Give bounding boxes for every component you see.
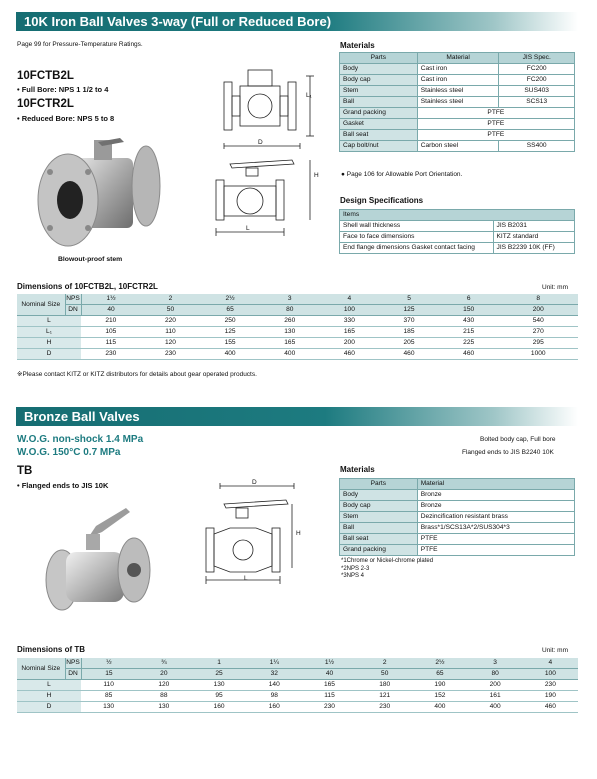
dimension-value: 130: [136, 702, 191, 713]
part-spec: SS400: [499, 141, 575, 152]
part-name: Grand packing: [340, 545, 418, 556]
dn-cell: 150: [439, 305, 499, 316]
dimension-value: 155: [200, 338, 260, 349]
dimension-value: 161: [468, 691, 523, 702]
dimension-value: 115: [81, 338, 141, 349]
dimension-value: 295: [498, 338, 578, 349]
section1-banner: 10K Iron Ball Valves 3-way (Full or Reduced Bore): [16, 12, 578, 31]
materials-row: [340, 141, 575, 152]
dn-cell: 80: [260, 305, 320, 316]
design-row: [340, 232, 575, 243]
dimension-value: 540: [498, 316, 578, 327]
dimension-value: 160: [247, 702, 302, 713]
materials-header-row: [340, 53, 575, 64]
materials-row: [340, 97, 575, 108]
dimension-value: 220: [141, 316, 201, 327]
dim-h-label: H: [314, 172, 319, 179]
tb-dimensions-table: [17, 658, 578, 713]
part-name: Ball: [340, 523, 418, 534]
nps-cell: 2½: [412, 658, 467, 669]
dimension-value: 180: [357, 680, 412, 691]
dimension-value: 270: [498, 327, 578, 338]
dimension-value: 85: [81, 691, 136, 702]
part-material: Bronze: [417, 501, 574, 512]
dimension-value: 430: [439, 316, 499, 327]
dn-cell: 20: [136, 669, 191, 680]
nominal-size-label: Nominal Size: [17, 658, 65, 680]
dimension-value: 230: [81, 349, 141, 360]
bronze-valve-photo: [40, 498, 160, 618]
dimension-label: D: [17, 349, 81, 360]
dimension-value: 225: [439, 338, 499, 349]
nps-cell: 4: [523, 658, 578, 669]
dimension-value: 120: [141, 338, 201, 349]
dn-cell: 65: [412, 669, 467, 680]
materials-row: [340, 75, 575, 86]
dimension-value: 230: [357, 702, 412, 713]
tb-dimensions-title: Dimensions of TB: [17, 645, 86, 654]
dimension-value: 200: [320, 338, 380, 349]
part-material: PTFE: [417, 545, 574, 556]
materials-row: [340, 64, 575, 75]
part-material: PTFE: [417, 119, 574, 130]
dn-cell: 50: [141, 305, 201, 316]
part-material: PTFE: [417, 534, 574, 545]
materials-row: [340, 523, 575, 534]
dimension-value: 160: [191, 702, 246, 713]
dimension-value: 400: [468, 702, 523, 713]
dn-label: DN: [65, 305, 81, 316]
dimension-value: 230: [141, 349, 201, 360]
dim-l-label: L: [246, 225, 250, 232]
dimension-value: 460: [523, 702, 578, 713]
dimension-value: 165: [260, 338, 320, 349]
materials-row: [340, 490, 575, 501]
tb-dim-l-label: L: [244, 575, 248, 582]
dn-cell: 15: [81, 669, 136, 680]
part-material: Stainless steel: [417, 86, 499, 97]
part-name: Ball: [340, 97, 418, 108]
dimension-value: 165: [320, 327, 380, 338]
dimension-row: [17, 691, 578, 702]
dimension-value: 140: [247, 680, 302, 691]
tb-materials-table: [339, 478, 575, 556]
dimension-label: H: [17, 691, 81, 702]
dimension-value: 460: [439, 349, 499, 360]
design-value: KITZ standard: [493, 232, 574, 243]
flanged-ends-bullet: • Flanged ends to JIS 10K: [17, 481, 109, 490]
dimension-value: 1000: [498, 349, 578, 360]
dimension-label: L: [17, 680, 81, 691]
dimension-value: 121: [357, 691, 412, 702]
design-value: JIS B2239 10K (FF): [493, 243, 574, 254]
design-item: Shell wall thickness: [340, 221, 494, 232]
material-note: *3NPS 4: [341, 573, 365, 579]
part-name: Body: [340, 64, 418, 75]
part-material: Cast iron: [417, 64, 499, 75]
dimension-value: 400: [412, 702, 467, 713]
dimension-value: 165: [302, 680, 357, 691]
tb-dim-d-label: D: [252, 479, 257, 486]
nps-cell: 1½: [81, 294, 141, 305]
dimension-value: 230: [302, 702, 357, 713]
design-spec-title: Design Specifications: [340, 196, 424, 205]
part-name: Body cap: [340, 75, 418, 86]
materials-row: [340, 108, 575, 119]
full-bore-note: • Full Bore: NPS 1 1/2 to 4: [17, 85, 109, 94]
dimension-value: 98: [247, 691, 302, 702]
dimension-row: [17, 316, 578, 327]
header-material: Material: [417, 479, 574, 490]
nps-cell: 3: [468, 658, 523, 669]
dimension-value: 460: [379, 349, 439, 360]
dimension-label: L: [17, 316, 81, 327]
part-material: Brass*1/SCS13A*2/SUS304*3: [417, 523, 574, 534]
design-row: [340, 243, 575, 254]
nps-cell: 2: [141, 294, 201, 305]
design-header-items: Items: [340, 210, 575, 221]
dn-cell: 100: [320, 305, 380, 316]
part-name: Grand packing: [340, 108, 418, 119]
dimension-value: 250: [200, 316, 260, 327]
dimension-value: 125: [200, 327, 260, 338]
model-tb: TB: [17, 465, 33, 477]
dn-cell: 100: [523, 669, 578, 680]
materials-row: [340, 512, 575, 523]
model-10fctr2l: 10FCTR2L: [17, 98, 74, 110]
dn-cell: 25: [191, 669, 246, 680]
dimension-value: 190: [523, 691, 578, 702]
dimension-value: 230: [523, 680, 578, 691]
dn-cell: 40: [302, 669, 357, 680]
dim-d-label: D: [258, 139, 263, 146]
valve-front-drawing: [200, 140, 320, 240]
design-value: JIS B2031: [493, 221, 574, 232]
dimension-value: 185: [379, 327, 439, 338]
dimension-row: [17, 349, 578, 360]
dn-cell: 50: [357, 669, 412, 680]
material-note: *1Chrome or Nickel-chrome plated: [341, 558, 434, 564]
nominal-size-label: Nominal Size: [17, 294, 65, 316]
part-name: Body: [340, 490, 418, 501]
dimension-value: 105: [81, 327, 141, 338]
dimension-value: 460: [320, 349, 380, 360]
nps-cell: 1¼: [247, 658, 302, 669]
part-spec: FC200: [499, 75, 575, 86]
design-item: Face to face dimensions: [340, 232, 494, 243]
part-name: Body cap: [340, 501, 418, 512]
nps-cell: 2½: [200, 294, 260, 305]
nps-cell: 5: [379, 294, 439, 305]
reduced-bore-note: • Reduced Bore: NPS 5 to 8: [17, 114, 115, 123]
dn-row: [17, 305, 578, 316]
part-material: PTFE: [417, 130, 574, 141]
dn-cell: 32: [247, 669, 302, 680]
dimension-value: 200: [468, 680, 523, 691]
dim-l1-label: L₁: [306, 92, 312, 99]
unit-label: Unit: mm: [542, 284, 568, 291]
nps-cell: 1½: [302, 658, 357, 669]
dimension-label: L₁: [17, 327, 81, 338]
port-orientation-note: ● Page 106 for Allowable Port Orientation.: [341, 171, 463, 178]
part-material: Bronze: [417, 490, 574, 501]
tb-materials-title: Materials: [340, 465, 375, 474]
design-row: [340, 221, 575, 232]
tb-materials-header-row: [340, 479, 575, 490]
nps-cell: 1: [191, 658, 246, 669]
dimension-value: 330: [320, 316, 380, 327]
part-material: Carbon steel: [417, 141, 499, 152]
header-parts: Parts: [340, 53, 418, 64]
tb-unit-label: Unit: mm: [542, 647, 568, 654]
gear-footnote: ※Please contact KITZ or KITZ distributors for details about gear operated products.: [17, 371, 257, 378]
dimension-value: 130: [81, 702, 136, 713]
dimension-value: 260: [260, 316, 320, 327]
dimensions-table: [17, 294, 578, 360]
dimension-value: 210: [81, 316, 141, 327]
dn-cell: 40: [81, 305, 141, 316]
nps-cell: 4: [320, 294, 380, 305]
dimension-value: 95: [191, 691, 246, 702]
dn-cell: 200: [498, 305, 578, 316]
part-spec: SUS403: [499, 86, 575, 97]
design-item: End flange dimensions Gasket contact facing: [340, 243, 494, 254]
dimension-value: 400: [200, 349, 260, 360]
dimension-value: 120: [136, 680, 191, 691]
materials-row: [340, 501, 575, 512]
header-jis-spec: JIS Spec.: [499, 53, 575, 64]
material-notes: [341, 558, 433, 581]
header-material: Material: [417, 53, 499, 64]
dn-cell: 125: [379, 305, 439, 316]
dimension-label: D: [17, 702, 81, 713]
part-name: Ball seat: [340, 534, 418, 545]
nps-cell: 2: [357, 658, 412, 669]
model-10fctb2l: 10FCTB2L: [17, 70, 74, 82]
part-material: Stainless steel: [417, 97, 499, 108]
dimension-value: 88: [136, 691, 191, 702]
part-material: Cast iron: [417, 75, 499, 86]
dn-cell: 65: [200, 305, 260, 316]
dimension-label: H: [17, 338, 81, 349]
dimension-value: 205: [379, 338, 439, 349]
design-spec-table: [339, 209, 575, 254]
nps-label: NPS: [65, 294, 81, 305]
materials-row: [340, 86, 575, 97]
dimension-row: [17, 702, 578, 713]
part-name: Stem: [340, 512, 418, 523]
nps-row: [17, 294, 578, 305]
dimension-value: 370: [379, 316, 439, 327]
dimension-value: 110: [81, 680, 136, 691]
part-spec: SCS13: [499, 97, 575, 108]
dimension-value: 130: [260, 327, 320, 338]
materials-row: [340, 534, 575, 545]
dimensions-title: Dimensions of 10FCTB2L, 10FCTR2L: [17, 282, 158, 291]
dn-label: DN: [65, 669, 81, 680]
photo-caption: Blowout-proof stem: [58, 256, 123, 263]
dimension-value: 130: [191, 680, 246, 691]
wog-rating-2: W.O.G. 150°C 0.7 MPa: [17, 447, 121, 458]
nps-cell: 6: [439, 294, 499, 305]
dn-cell: 80: [468, 669, 523, 680]
dimension-value: 215: [439, 327, 499, 338]
section2-banner: Bronze Ball Valves: [16, 407, 578, 426]
dimension-row: [17, 680, 578, 691]
three-way-valve-photo: [28, 128, 168, 253]
wog-rating-1: W.O.G. non-shock 1.4 MPa: [17, 434, 144, 445]
dimension-value: 190: [412, 680, 467, 691]
nps-label: NPS: [65, 658, 81, 669]
dimension-row: [17, 327, 578, 338]
tb-dim-h-label: H: [296, 530, 301, 537]
part-spec: FC200: [499, 64, 575, 75]
dimension-value: 400: [260, 349, 320, 360]
materials-row: [340, 545, 575, 556]
materials-row: [340, 119, 575, 130]
materials-title: Materials: [340, 41, 375, 50]
dimension-value: 152: [412, 691, 467, 702]
nps-cell: 3: [260, 294, 320, 305]
dimension-value: 115: [302, 691, 357, 702]
page-reference: Page 99 for Pressure-Temperature Ratings.: [17, 41, 143, 48]
body-cap-note: Bolted body cap, Full bore: [480, 436, 556, 443]
nps-cell: ¾: [136, 658, 191, 669]
nps-row: [17, 658, 578, 669]
nps-cell: ½: [81, 658, 136, 669]
part-name: Stem: [340, 86, 418, 97]
part-name: Gasket: [340, 119, 418, 130]
dimension-value: 110: [141, 327, 201, 338]
materials-row: [340, 130, 575, 141]
dn-row: [17, 669, 578, 680]
tb-valve-drawing: [190, 478, 310, 588]
header-parts: Parts: [340, 479, 418, 490]
part-material: Dezincification resistant brass: [417, 512, 574, 523]
material-note: *2NPS 2-3: [341, 565, 370, 572]
part-name: Cap bolt/nut: [340, 141, 418, 152]
part-material: PTFE: [417, 108, 574, 119]
part-name: Ball seat: [340, 130, 418, 141]
materials-table: [339, 52, 575, 152]
flanged-ends-note: Flanged ends to JIS B2240 10K: [462, 449, 554, 456]
dimension-row: [17, 338, 578, 349]
nps-cell: 8: [498, 294, 578, 305]
